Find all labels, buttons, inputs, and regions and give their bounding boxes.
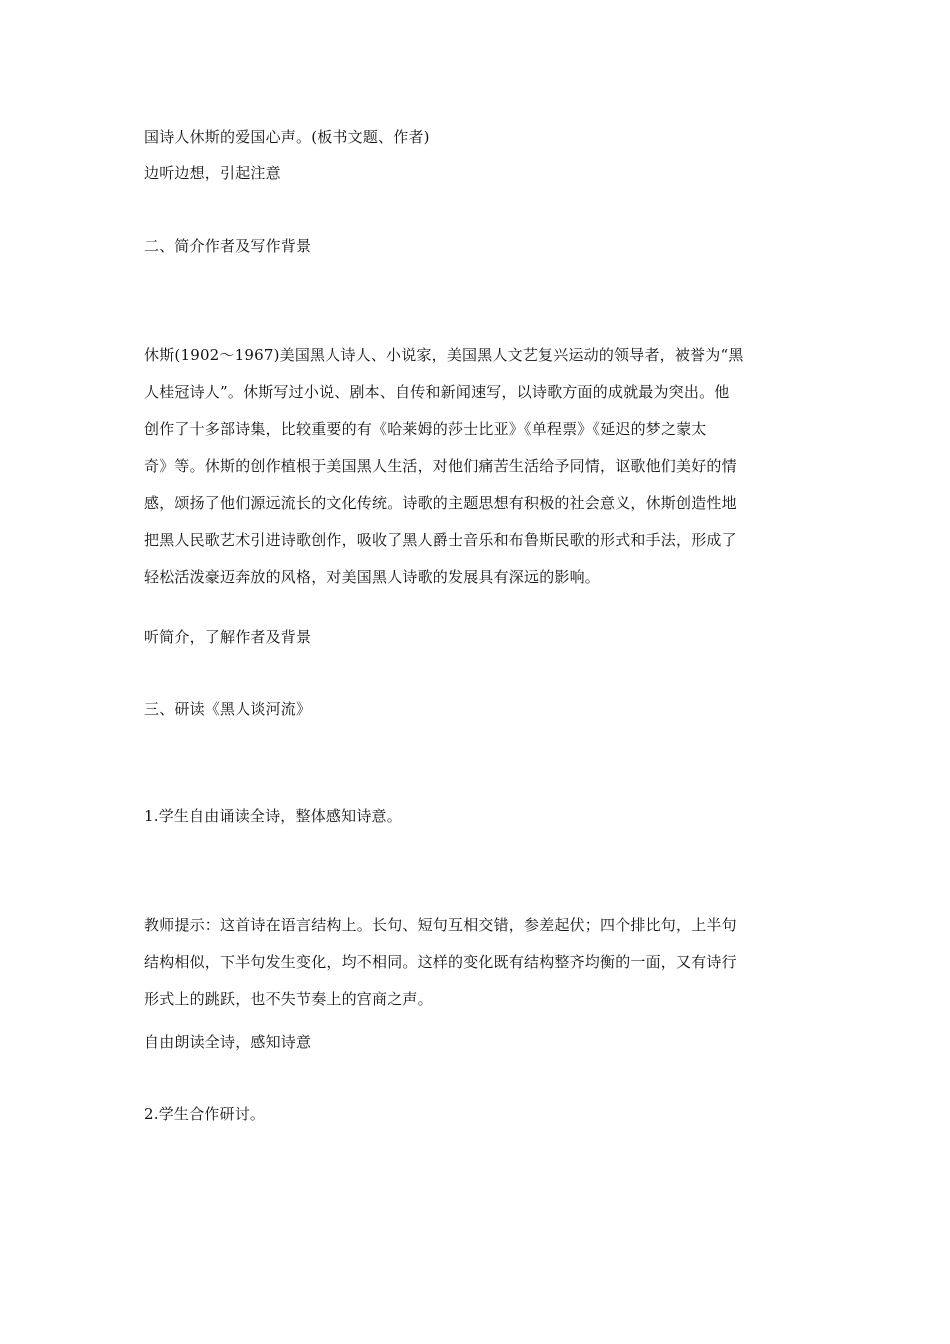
- paragraph-line: 人桂冠诗人”。休斯写过小说、剧本、自传和新闻速写，以诗歌方面的成就最为突出。他: [144, 383, 730, 401]
- paragraph-line: 奇》等。休斯的创作植根于美国黑人生活，对他们痛苦生活给予同情，讴歌他们美好的情: [144, 457, 737, 475]
- paragraph-line: 教师提示：这首诗在语言结构上。长句、短句互相交错，参差起伏；四个排比句，上半句: [144, 916, 737, 934]
- paragraph-line: 休斯(1902～1967)美国黑人诗人、小说家，美国黑人文艺复兴运动的领导者，被誉为“黑: [144, 346, 744, 364]
- paragraph-line: 创作了十多部诗集，比较重要的有《哈莱姆的莎士比亚》《单程票》《延迟的梦之蒙太: [144, 420, 707, 438]
- paragraph-line: 把黑人民歌艺术引进诗歌创作，吸收了黑人爵士音乐和布鲁斯民歌的形式和手法，形成了: [144, 531, 737, 549]
- paragraph-line: 形式上的跳跃，也不失节奏上的宫商之声。: [144, 990, 433, 1008]
- step-two: 2.学生合作研讨。: [144, 1105, 266, 1123]
- author-bio-paragraph: [144, 345, 810, 604]
- student-activity-listen: 边听边想，引起注意: [144, 164, 281, 182]
- section-heading-study-poem: 三、研读《黑人谈河流》: [144, 700, 312, 718]
- paragraph-line: 轻松活泼豪迈奔放的风格，对美国黑人诗歌的发展具有深远的影响。: [144, 568, 601, 586]
- paragraph-line: 感，颂扬了他们源远流长的文化传统。诗歌的主题思想有积极的社会意义，休斯创造性地: [144, 494, 737, 512]
- section-heading-author-background: 二、简介作者及写作背景: [144, 237, 312, 255]
- intro-line: 国诗人休斯的爱国心声。(板书文题、作者): [144, 128, 430, 146]
- teacher-tip-paragraph: [144, 915, 810, 1026]
- step-one: 1.学生自由诵读全诗，整体感知诗意。: [144, 807, 402, 825]
- student-activity-read: 自由朗读全诗，感知诗意: [144, 1033, 312, 1051]
- student-activity-intro: 听简介，了解作者及背景: [144, 628, 312, 646]
- paragraph-line: 结构相似，下半句发生变化，均不相同。这样的变化既有结构整齐均衡的一面，又有诗行: [144, 953, 737, 971]
